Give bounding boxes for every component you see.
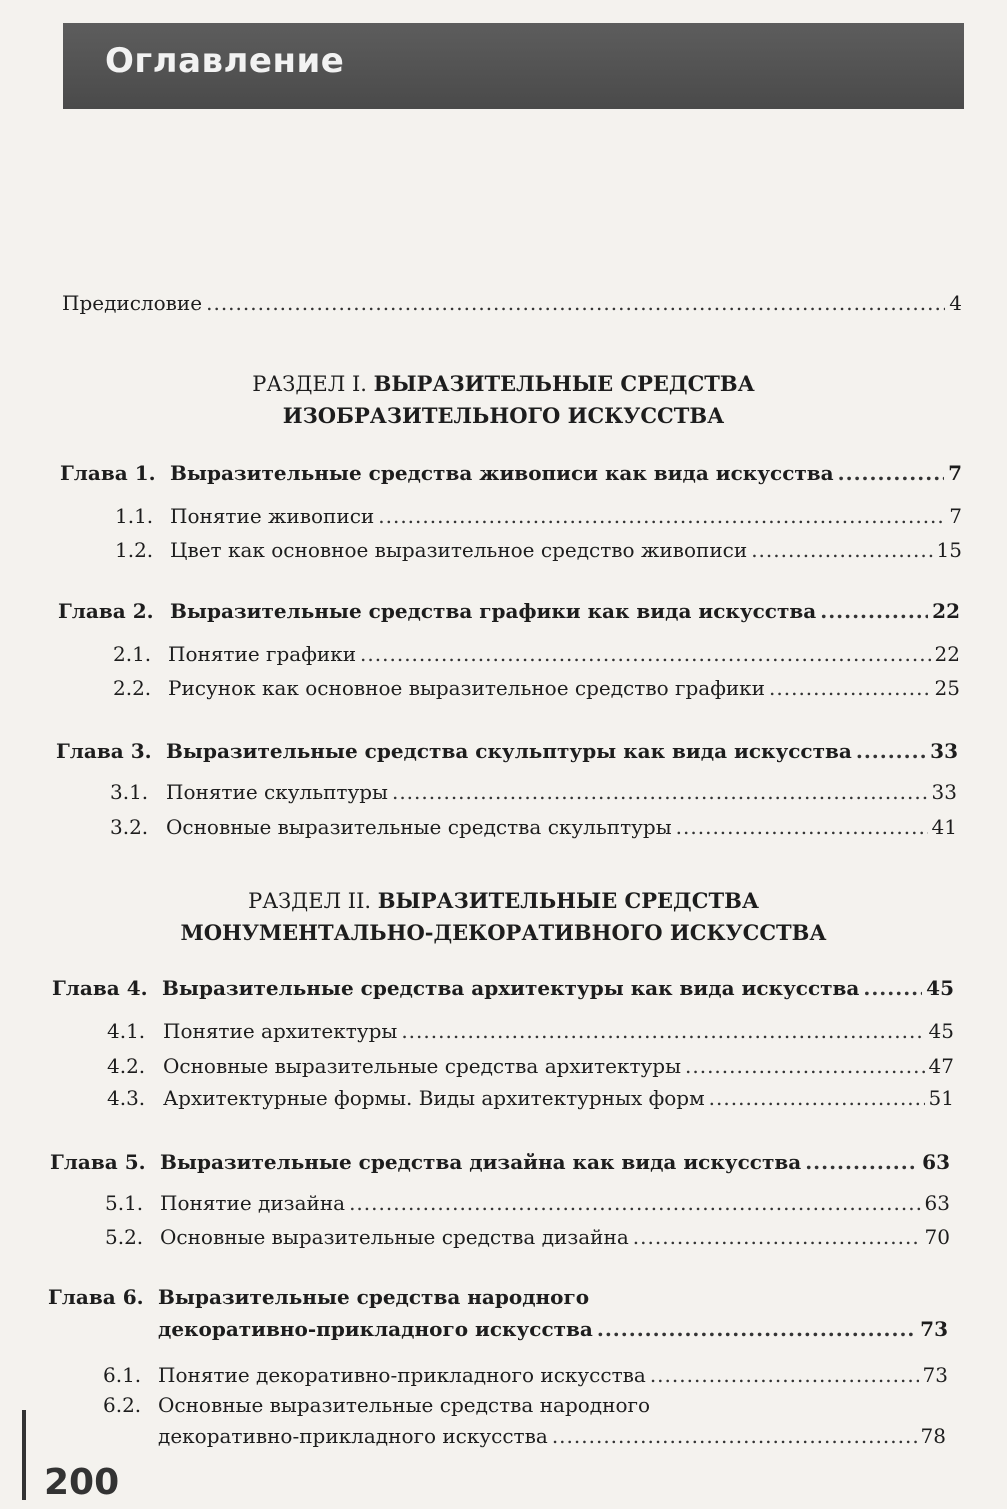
toc-entry-chapter-6[interactable] <box>158 1316 948 1342</box>
toc-entry-3-2[interactable] <box>110 814 957 840</box>
toc-entry-2-1[interactable] <box>113 641 960 667</box>
toc-entry-chapter-3[interactable] <box>56 738 958 764</box>
subsection-title: Цвет как основное выразительное средство живописи <box>170 538 748 562</box>
leader-dots <box>378 503 945 529</box>
page-ref: 7 <box>949 504 962 528</box>
subsection-number: 4.3. <box>107 1086 146 1110</box>
toc-entry-1-1[interactable] <box>115 503 962 529</box>
subsection-title: Понятие архитектуры <box>163 1019 398 1043</box>
subsection-title: Понятие скульптуры <box>166 780 388 804</box>
subsection-number: 6.2. <box>103 1393 142 1417</box>
toc-entry-3-1[interactable] <box>110 779 957 805</box>
chapter-title: Выразительные средства скульптуры как вида искусства <box>166 739 852 763</box>
chapter-number: Глава 1. <box>60 461 156 485</box>
subsection-number: 2.1. <box>113 642 152 666</box>
chapter-title: Выразительные средства архитектуры как вида искусства <box>162 976 860 1000</box>
leader-dots <box>650 1362 919 1388</box>
leader-dots <box>360 641 931 667</box>
leader-dots <box>751 537 932 563</box>
chapter-title: Выразительные средства дизайна как вида искусства <box>160 1150 802 1174</box>
chapter-number: Глава 5. <box>50 1150 146 1174</box>
page-ref: 15 <box>936 538 962 562</box>
toc-entry-chapter-5[interactable] <box>50 1149 950 1175</box>
subsection-title: Основные выразительные средства дизайна <box>160 1225 629 1249</box>
page-ref: 78 <box>920 1424 946 1448</box>
page-ref: 4 <box>949 291 962 315</box>
page-ref: 73 <box>920 1317 948 1341</box>
leader-dots <box>349 1190 920 1216</box>
page-ref: 51 <box>928 1086 954 1110</box>
subsection-number: 4.2. <box>107 1054 146 1078</box>
leader-dots <box>838 460 944 486</box>
subsection-title: Понятие дизайна <box>160 1191 346 1215</box>
subsection-number: 3.1. <box>110 780 149 804</box>
page-ref: 25 <box>934 676 960 700</box>
leader-dots <box>769 675 931 701</box>
toc-entry-chapter-6-line1[interactable] <box>48 1285 589 1309</box>
subsection-number: 1.1. <box>115 504 154 528</box>
subsection-title: Понятие живописи <box>170 504 375 528</box>
toc-entry-6-1[interactable] <box>103 1362 948 1388</box>
subsection-title: Рисунок как основное выразительное средство графики <box>168 676 766 700</box>
subsection-number: 4.1. <box>107 1019 146 1043</box>
page-ref: 33 <box>931 780 957 804</box>
section-prefix: РАЗДЕЛ I. <box>252 372 367 396</box>
subsection-title: Основные выразительные средства архитектуры <box>163 1054 681 1078</box>
toc-entry-4-1[interactable] <box>107 1018 954 1044</box>
toc-entry-4-2[interactable] <box>107 1053 954 1079</box>
leader-dots <box>863 975 922 1001</box>
subsection-title: Основные выразительные средства скульптуры <box>166 815 672 839</box>
subsection-number: 1.2. <box>115 538 154 562</box>
subsection-number: 6.1. <box>103 1363 142 1387</box>
toc-entry-6-2-line1[interactable] <box>103 1393 650 1417</box>
subsection-number: 5.1. <box>105 1191 144 1215</box>
subsection-title-line2: декоративно-прикладного искусства <box>158 1424 548 1448</box>
chapter-title: Выразительные средства живописи как вида искусства <box>170 461 834 485</box>
section-title-line2: МОНУМЕНТАЛЬНО-ДЕКОРАТИВНОГО ИСКУССТВА <box>180 920 827 945</box>
toc-entry-chapter-4[interactable] <box>52 975 954 1001</box>
leader-dots <box>709 1085 925 1111</box>
toc-entry-5-2[interactable] <box>105 1224 950 1250</box>
chapter-number: Глава 4. <box>52 976 148 1000</box>
page-ref: 70 <box>924 1225 950 1249</box>
leader-dots <box>552 1423 917 1449</box>
page-ref: 7 <box>948 461 962 485</box>
leader-dots <box>805 1149 918 1175</box>
leader-dots <box>676 814 928 840</box>
page-ref: 41 <box>931 815 957 839</box>
section-title-line1: ВЫРАЗИТЕЛЬНЫЕ СРЕДСТВА <box>377 888 759 913</box>
subsection-title: Понятие декоративно-прикладного искусства <box>158 1363 646 1387</box>
page-ref: 47 <box>928 1054 954 1078</box>
toc-entry-chapter-1[interactable] <box>60 460 962 486</box>
page-number: 200 <box>44 1462 120 1503</box>
page-ref: 45 <box>928 1019 954 1043</box>
chapter-title-line2: декоративно-прикладного искусства <box>158 1317 593 1341</box>
toc-entry-chapter-2[interactable] <box>58 598 960 624</box>
subsection-title: Архитектурные формы. Виды архитектурных форм <box>163 1086 705 1110</box>
page-ref: 63 <box>922 1150 950 1174</box>
toc-entry-4-3[interactable] <box>107 1085 954 1111</box>
page-ref: 33 <box>930 739 958 763</box>
leader-dots <box>401 1018 924 1044</box>
toc-entry-1-2[interactable] <box>115 537 962 563</box>
page-title: Оглавление <box>105 41 345 81</box>
header-bar <box>63 23 964 109</box>
toc-entry-6-2[interactable] <box>158 1423 946 1449</box>
subsection-title: Понятие графики <box>168 642 357 666</box>
subsection-number: 5.2. <box>105 1225 144 1249</box>
leader-dots <box>392 779 928 805</box>
section-heading-1 <box>0 368 1007 432</box>
toc-entry-preface[interactable] <box>62 290 962 316</box>
subsection-title-line1: Основные выразительные средства народного <box>158 1393 651 1417</box>
page-ref: 22 <box>932 599 960 623</box>
page-margin-rule <box>22 1410 26 1500</box>
page-ref: 73 <box>922 1363 948 1387</box>
chapter-number: Глава 6. <box>48 1285 144 1309</box>
page-ref: 45 <box>926 976 954 1000</box>
chapter-title-line1: Выразительные средства народного <box>158 1285 590 1309</box>
subsection-number: 2.2. <box>113 676 152 700</box>
section-heading-2 <box>0 885 1007 949</box>
section-title-line2: ИЗОБРАЗИТЕЛЬНОГО ИСКУССТВА <box>282 403 725 428</box>
page-ref: 22 <box>934 642 960 666</box>
leader-dots <box>206 290 945 316</box>
chapter-number: Глава 3. <box>56 739 152 763</box>
page-ref: 63 <box>924 1191 950 1215</box>
leader-dots <box>633 1224 921 1250</box>
section-prefix: РАЗДЕЛ II. <box>248 889 372 913</box>
leader-dots <box>597 1316 916 1342</box>
section-title-line1: ВЫРАЗИТЕЛЬНЫЕ СРЕДСТВА <box>373 371 755 396</box>
leader-dots <box>856 738 926 764</box>
toc-entry-5-1[interactable] <box>105 1190 950 1216</box>
chapter-number: Глава 2. <box>58 599 154 623</box>
leader-dots <box>820 598 928 624</box>
chapter-title: Выразительные средства графики как вида искусства <box>170 599 817 623</box>
toc-entry-2-2[interactable] <box>113 675 960 701</box>
subsection-number: 3.2. <box>110 815 149 839</box>
entry-title: Предисловие <box>62 291 203 315</box>
leader-dots <box>685 1053 925 1079</box>
